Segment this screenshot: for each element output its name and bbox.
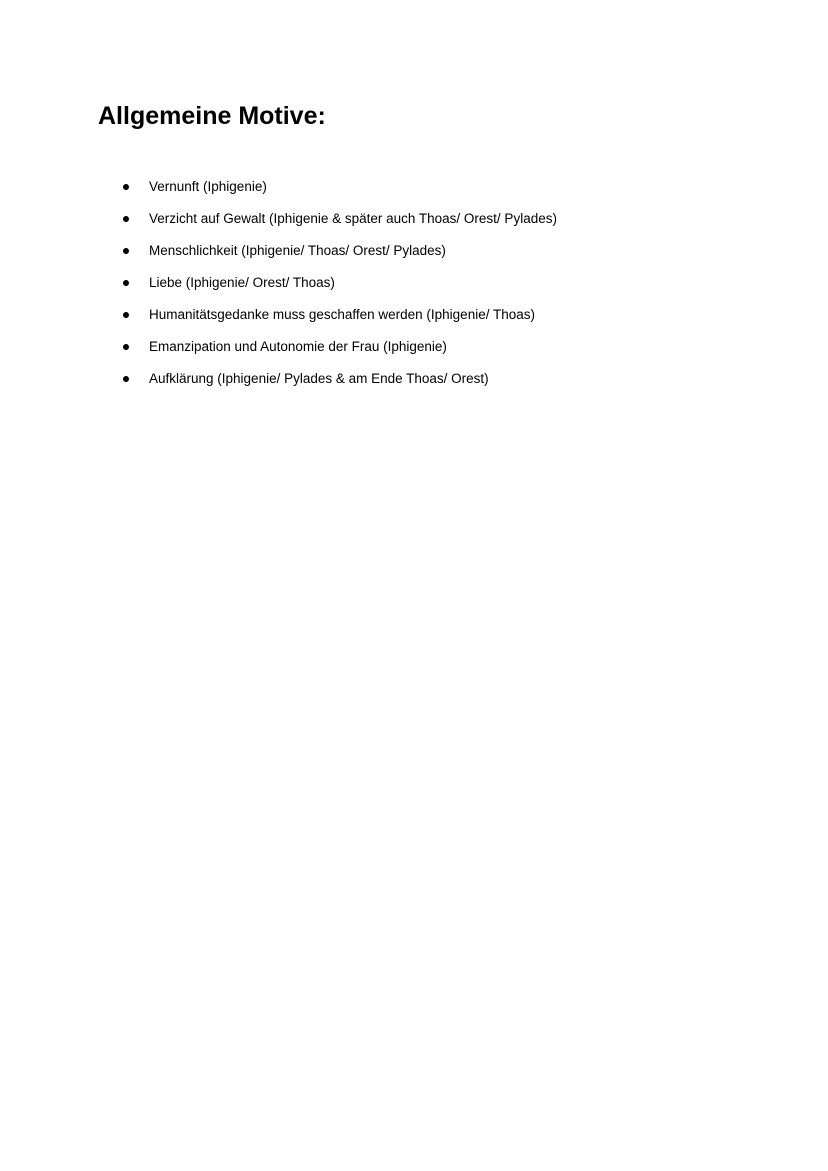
list-item-text: Aufklärung (Iphigenie/ Pylades & am Ende Thoas/ Orest): [149, 371, 489, 386]
page-heading: Allgemeine Motive:: [98, 102, 326, 130]
list-item-text: Menschlichkeit (Iphigenie/ Thoas/ Orest/ Pylades): [149, 243, 446, 258]
bullet-icon: [123, 376, 129, 382]
list-item-text: Liebe (Iphigenie/ Orest/ Thoas): [149, 275, 335, 290]
list-item-text: Vernunft (Iphigenie): [149, 179, 267, 194]
list-item-text: Humanitätsgedanke muss geschaffen werden (Iphigenie/ Thoas): [149, 307, 535, 322]
bullet-icon: [123, 248, 129, 254]
bullet-icon: [123, 184, 129, 190]
bullet-icon: [123, 344, 129, 350]
bullet-icon: [123, 216, 129, 222]
list-item-text: Emanzipation und Autonomie der Frau (Iphigenie): [149, 339, 447, 354]
list-item-text: Verzicht auf Gewalt (Iphigenie & später auch Thoas/ Orest/ Pylades): [149, 211, 557, 226]
bullet-icon: [123, 280, 129, 286]
bullet-icon: [123, 312, 129, 318]
